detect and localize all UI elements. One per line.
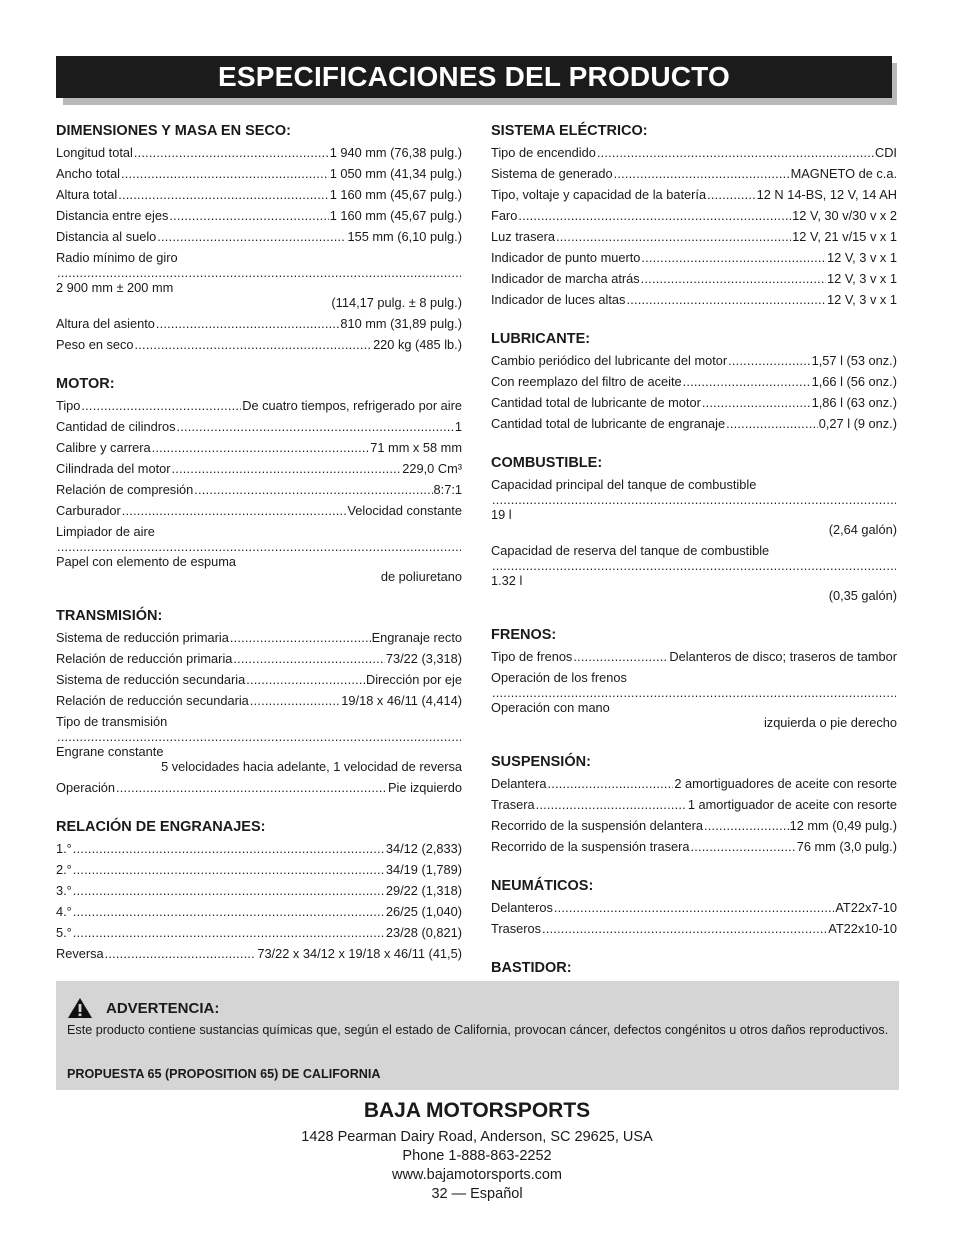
right-column [491,122,897,1041]
spec-value: 1 amortiguador de aceite con resorte [687,797,897,812]
spec-label: 5.° [56,925,72,940]
dot-leader [702,395,811,410]
spec-section [56,375,462,584]
dot-leader [704,818,789,833]
spec-row [491,670,897,730]
spec-row [491,818,897,833]
spec-label: Ancho total [56,166,121,181]
dot-leader [556,229,791,244]
spec-label: Indicador de punto muerto [491,250,641,265]
dot-leader [57,265,461,280]
dot-leader [726,416,818,431]
spec-label: Distancia al suelo [56,229,157,244]
spec-label: Sistema de reducción secundaria [56,672,246,687]
dot-leader [683,374,811,389]
spec-row [56,630,462,645]
dot-leader [728,353,810,368]
dot-leader [641,250,826,265]
spec-value: AT22x10-10 [828,921,897,936]
spec-row [56,461,462,476]
spec-label: Sistema de generado [491,166,613,181]
dot-leader [157,229,346,244]
spec-label: Tipo de frenos [491,649,573,664]
dot-leader [230,630,371,645]
spec-row [491,353,897,368]
dot-leader [73,841,385,856]
spec-label: Indicador de luces altas [491,292,626,307]
spec-label: Cantidad total de lubricante de motor [491,395,701,410]
dot-leader [518,208,791,223]
dot-leader [690,839,795,854]
dot-leader [134,145,329,160]
spec-row [56,166,462,181]
spec-section [491,877,897,936]
section-heading: FRENOS: [491,627,557,643]
spec-label: Calibre y carrera [56,440,151,455]
spec-label: Faro [491,208,518,223]
dot-leader [73,862,385,877]
spec-label: Reversa [56,946,104,961]
spec-value: 12 N 14-BS, 12 V, 14 AH [756,187,897,202]
address: 1428 Pearman Dairy Road, Anderson, SC 29625, USA [301,1129,653,1145]
warning-triangle-icon [67,997,93,1019]
dot-leader [118,187,329,202]
spec-row [56,337,462,352]
spec-value-continued: (2,64 galón) [828,522,897,537]
spec-section [56,818,462,961]
page-number: 32 — Español [431,1186,523,1202]
spec-label: Con reemplazo del filtro de aceite [491,374,682,389]
section-heading: SISTEMA ELÉCTRICO: [491,123,648,139]
spec-section [491,330,897,431]
spec-row [56,250,462,310]
spec-label: Luz trasera [491,229,556,244]
dot-leader [152,440,370,455]
spec-row [491,797,897,812]
spec-row [56,440,462,455]
spec-label: Relación de compresión [56,482,194,497]
spec-value: 29/22 (1,318) [385,883,462,898]
spec-label: 1.° [56,841,72,856]
spec-label: Delanteros [491,900,553,915]
dot-leader [177,419,454,434]
spec-label: Limpiador de aire [56,524,155,539]
spec-value: 12 V, 3 v x 1 [827,292,897,307]
section-heading: SUSPENSIÓN: [491,754,591,770]
spec-section [491,626,897,730]
spec-value: 12 V, 3 v x 1 [827,271,897,286]
spec-value: 1,57 l (53 onz.) [811,353,897,368]
spec-row [56,187,462,202]
dot-leader [573,649,668,664]
spec-value: De cuatro tiempos, refrigerado por aire [242,398,462,413]
spec-value: 229,0 Cm³ [402,461,462,476]
section-heading: RELACIÓN DE ENGRANAJES: [56,819,266,835]
spec-row [56,693,462,708]
dot-leader [73,883,385,898]
spec-label: Tipo [56,398,81,413]
spec-label: Trasera [491,797,535,812]
spec-row [491,229,897,244]
dot-leader [492,685,896,700]
dot-leader [492,492,896,507]
spec-value: 8:7:1 [433,482,462,497]
spec-row [491,208,897,223]
spec-section [491,122,897,307]
spec-value-continued: 5 velocidades hacia adelante, 1 velocidad de reversa [161,759,462,774]
spec-row [491,166,897,181]
dot-leader [116,780,387,795]
spec-row [491,900,897,915]
spec-label: Relación de reducción primaria [56,651,233,666]
spec-label: Carburador [56,503,121,518]
dot-leader [57,539,461,554]
phone: Phone 1-888-863-2252 [402,1148,552,1164]
spec-label: Recorrido de la suspensión delantera [491,818,703,833]
dot-leader [105,946,257,961]
spec-value: MAGNETO de c.a. [790,166,897,181]
spec-row [56,229,462,244]
spec-value: Pie izquierdo [388,780,462,795]
dot-leader [250,693,340,708]
spec-value: 34/19 (1,789) [385,862,462,877]
spec-value: Dirección por eje [365,672,462,687]
spec-value: Delanteros de disco; traseros de tambor [669,649,897,664]
warning-title: ADVERTENCIA: [106,999,220,1017]
spec-value: 76 mm (3,0 pulg.) [796,839,897,854]
spec-label: Relación de reducción secundaria [56,693,249,708]
spec-value: Operación con mano [491,700,610,715]
section-heading: NEUMÁTICOS: [491,878,594,894]
spec-value: 34/12 (2,833) [385,841,462,856]
section-heading: TRANSMISIÓN: [56,608,163,624]
spec-row [56,883,462,898]
spec-value: Papel con elemento de espuma [56,554,236,569]
spec-row [56,862,462,877]
spec-label: 3.° [56,883,72,898]
dot-leader [172,461,402,476]
spec-row [56,482,462,497]
spec-row [491,250,897,265]
spec-label: Longitud total [56,145,133,160]
spec-section [491,454,897,603]
spec-row [56,419,462,434]
spec-label: Sistema de reducción primaria [56,630,229,645]
spec-value: 19 l [491,507,512,522]
brand-name: BAJA MOTORSPORTS [363,1099,591,1122]
spec-label: Peso en seco [56,337,134,352]
spec-label: Altura del asiento [56,316,155,331]
spec-section [491,753,897,854]
section-heading: COMBUSTIBLE: [491,455,603,471]
spec-row [56,672,462,687]
section-heading: DIMENSIONES Y MASA EN SECO: [56,123,291,139]
warning-proposition: PROPUESTA 65 (PROPOSITION 65) DE CALIFORNIA [67,1067,381,1081]
spec-row [491,776,897,791]
spec-value: 12 V, 3 v x 1 [827,250,897,265]
dot-leader [121,166,329,181]
spec-value-continued: (114,17 pulg. ± 8 pulg.) [331,295,462,310]
spec-row [56,651,462,666]
section-heading: MOTOR: [56,376,115,392]
spec-value-continued: izquierda o pie derecho [763,715,897,730]
spec-row [56,904,462,919]
spec-value: 1 050 mm (41,34 pulg.) [329,166,462,181]
spec-value: 220 kg (485 lb.) [373,337,462,352]
spec-row [491,187,897,202]
spec-value: 23/28 (0,821) [385,925,462,940]
spec-row [491,921,897,936]
spec-label: Tipo, voltaje y capacidad de la batería [491,187,707,202]
title-bar [56,56,892,98]
spec-value: 12 V, 30 v/30 v x 2 [792,208,897,223]
spec-row [56,145,462,160]
spec-value: 1 160 mm (45,67 pulg.) [329,208,462,223]
dot-leader [122,503,347,518]
contact-block [0,1128,954,1185]
spec-value: 1.32 l [491,573,523,588]
spec-value: 12 mm (0,49 pulg.) [789,818,897,833]
spec-value: 71 mm x 58 mm [370,440,462,455]
spec-value: Engranaje recto [371,630,462,645]
dot-leader [135,337,373,352]
warning-text: Este producto contiene sustancias químicas que, según el estado de California, provocan cáncer, defectos congénitos u otros daños reproductivos. [67,1023,889,1037]
spec-label: Indicador de marcha atrás [491,271,640,286]
spec-value: 19/18 x 46/11 (4,414) [341,693,462,708]
dot-leader [554,900,834,915]
dot-leader [542,921,827,936]
spec-label: Cantidad total de lubricante de engranaje [491,416,726,431]
dot-leader [548,776,674,791]
dot-leader [233,651,384,666]
spec-value: 1 160 mm (45,67 pulg.) [329,187,462,202]
spec-value: Velocidad constante [347,503,462,518]
spec-label: 2.° [56,862,72,877]
spec-label: Cilindrada del motor [56,461,171,476]
spec-row [491,374,897,389]
spec-value: 0,27 l (9 onz.) [818,416,897,431]
spec-value: 73/22 x 34/12 x 19/18 x 46/11 (41,5) [257,946,462,961]
spec-row [491,477,897,537]
dot-leader [614,166,790,181]
spec-label: Tipo de encendido [491,145,596,160]
section-heading: LUBRICANTE: [491,331,591,347]
spec-row [56,714,462,774]
dot-leader [194,482,432,497]
spec-label: Operación de los frenos [491,670,627,685]
website: www.bajamotorsports.com [391,1167,563,1183]
spec-value: 2 900 mm ± 200 mm [56,280,174,295]
spec-label: Delantera [491,776,547,791]
dot-leader [246,672,365,687]
dot-leader [597,145,874,160]
dot-leader [57,729,461,744]
spec-row [56,524,462,584]
dot-leader [81,398,241,413]
section-heading: BASTIDOR: [491,960,572,976]
spec-label: Tipo de transmisión [56,714,168,729]
spec-section [56,122,462,352]
spec-label: Capacidad principal del tanque de combustible [491,477,757,492]
spec-row [491,145,897,160]
spec-row [56,925,462,940]
spec-value: 73/22 (3,318) [385,651,462,666]
spec-label: Altura total [56,187,118,202]
spec-value: 26/25 (1,040) [385,904,462,919]
spec-row [56,780,462,795]
spec-label: Radio mínimo de giro [56,250,178,265]
spec-value: Engrane constante [56,744,164,759]
left-column [56,122,462,984]
spec-label: Distancia entre ejes [56,208,169,223]
warning-header [67,997,219,1019]
spec-row [56,946,462,961]
spec-row [491,416,897,431]
spec-label: Operación [56,780,116,795]
dot-leader [73,925,385,940]
dot-leader [536,797,687,812]
dot-leader [707,187,756,202]
spec-label: Traseros [491,921,542,936]
dot-leader [73,904,385,919]
dot-leader [641,271,826,286]
dot-leader [492,558,896,573]
spec-value: 1,86 l (63 onz.) [811,395,897,410]
spec-row [56,398,462,413]
spec-row [56,503,462,518]
spec-value: AT22x7-10 [835,900,897,915]
spec-value-continued: de poliuretano [380,569,462,584]
spec-label: 4.° [56,904,72,919]
spec-section [56,607,462,795]
spec-value: CDI [874,145,897,160]
spec-label: Cambio periódico del lubricante del motor [491,353,728,368]
spec-row [56,208,462,223]
spec-row [56,841,462,856]
dot-leader [626,292,826,307]
spec-row [491,271,897,286]
warning-box [56,981,899,1090]
spec-row [56,316,462,331]
spec-value: 2 amortiguadores de aceite con resorte [674,776,897,791]
spec-row [491,649,897,664]
dot-leader [169,208,328,223]
spec-row [491,395,897,410]
spec-value: 1 940 mm (76,38 pulg.) [329,145,462,160]
spec-label: Capacidad de reserva del tanque de combustible [491,543,770,558]
spec-value: 12 V, 21 v/15 v x 1 [792,229,897,244]
spec-row [491,292,897,307]
spec-label: Cantidad de cilindros [56,419,176,434]
spec-value: 1 [454,419,462,434]
spec-label: Recorrido de la suspensión trasera [491,839,690,854]
spec-value-continued: (0,35 galón) [828,588,897,603]
spec-value: 1,66 l (56 onz.) [811,374,897,389]
spec-value: 810 mm (31,89 pulg.) [340,316,462,331]
spec-value: 155 mm (6,10 pulg.) [347,229,462,244]
page-title: ESPECIFICACIONES DEL PRODUCTO [218,61,730,92]
spec-row [491,839,897,854]
dot-leader [156,316,339,331]
spec-row [491,543,897,603]
